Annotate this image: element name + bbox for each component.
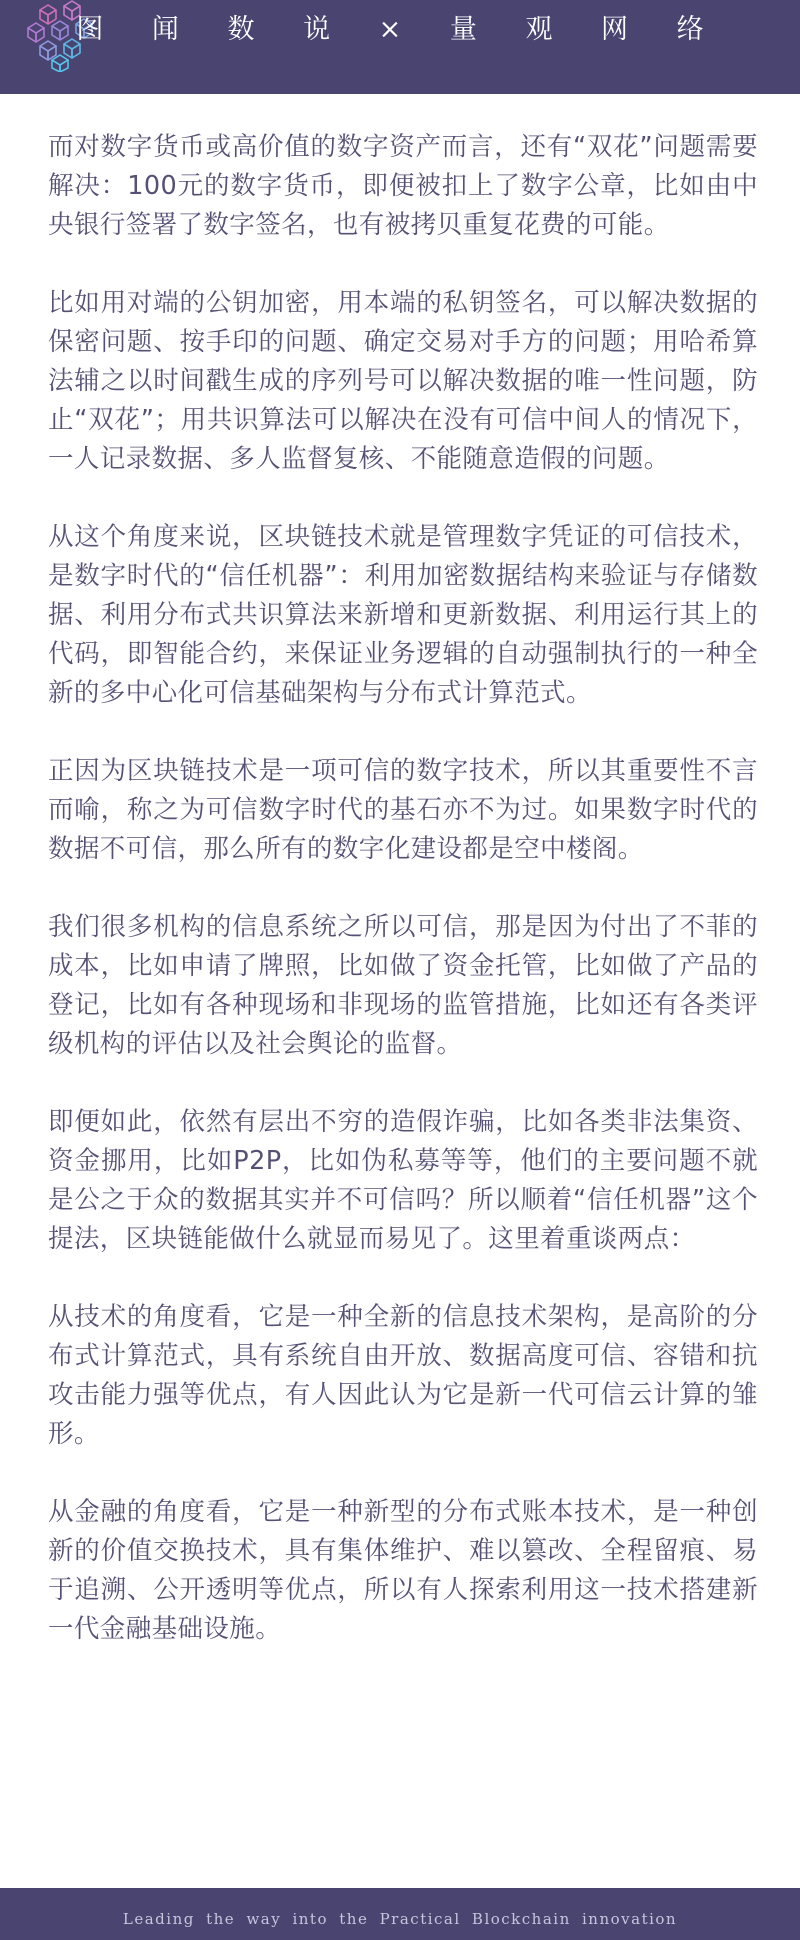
article-paragraph: 从金融的角度看，它是一种新型的分布式账本技术，是一种创新的价值交换技术，具有集体维护、难以篡改、全程留痕、易于追溯、公开透明等优点，所以有人探索利用这一技术搭建新一代金融基础设施。 bbox=[48, 1497, 758, 1644]
footer-banner bbox=[0, 1888, 800, 1940]
article-body bbox=[48, 128, 758, 1688]
article-paragraph: 比如用对端的公钥加密，用本端的私钥签名，可以解决数据的保密问题、按手印的问题、确定交易对手方的问题；用哈希算法辅之以时间戳生成的序列号可以解决数据的唯一性问题，防止“双花”；用共识算法可以解决在没有可信中间人的情况下，一人记录数据、多人监督复核、不能随意造假的问题。 bbox=[48, 288, 758, 474]
article-paragraph: 从这个角度来说，区块链技术就是管理数字凭证的可信技术，是数字时代的“信任机器”：利用加密数据结构来验证与存储数据、利用分布式共识算法来新增和更新数据、利用运行其上的代码，即智能合约，来保证业务逻辑的自动强制执行的一种全新的多中心化可信基础架构与分布式计算范式。 bbox=[48, 522, 758, 708]
article-paragraph: 从技术的角度看，它是一种全新的信息技术架构，是高阶的分布式计算范式，具有系统自由开放、数据高度可信、容错和抗攻击能力强等优点，有人因此认为它是新一代可信云计算的雏形。 bbox=[48, 1302, 758, 1449]
header-title: 图 闻 数 说 × 量 观 网 络 bbox=[76, 14, 724, 45]
article-paragraph: 我们很多机构的信息系统之所以可信，那是因为付出了不菲的成本，比如申请了牌照，比如做了资金托管，比如做了产品的登记，比如有各种现场和非现场的监管措施，比如还有各类评级机构的评估以及社会舆论的监督。 bbox=[48, 912, 758, 1059]
article-paragraph: 即便如此，依然有层出不穷的造假诈骗，比如各类非法集资、资金挪用，比如P2P，比如伪私募等等，他们的主要问题不就是公之于众的数据其实并不可信吗？所以顺着“信任机器”这个提法，区块链能做什么就显而易见了。这里着重谈两点： bbox=[48, 1107, 758, 1254]
article-paragraph: 而对数字货币或高价值的数字资产而言，还有“双花”问题需要解决：100元的数字货币，即便被扣上了数字公章，比如由中央银行签署了数字签名，也有被拷贝重复花费的可能。 bbox=[48, 132, 758, 240]
article-paragraph: 正因为区块链技术是一项可信的数字技术，所以其重要性不言而喻，称之为可信数字时代的基石亦不为过。如果数字时代的数据不可信，那么所有的数字化建设都是空中楼阁。 bbox=[48, 756, 758, 864]
footer-tagline: Leading the way into the Practical Blockchain innovation bbox=[122, 1910, 678, 1928]
header-banner bbox=[0, 0, 800, 94]
